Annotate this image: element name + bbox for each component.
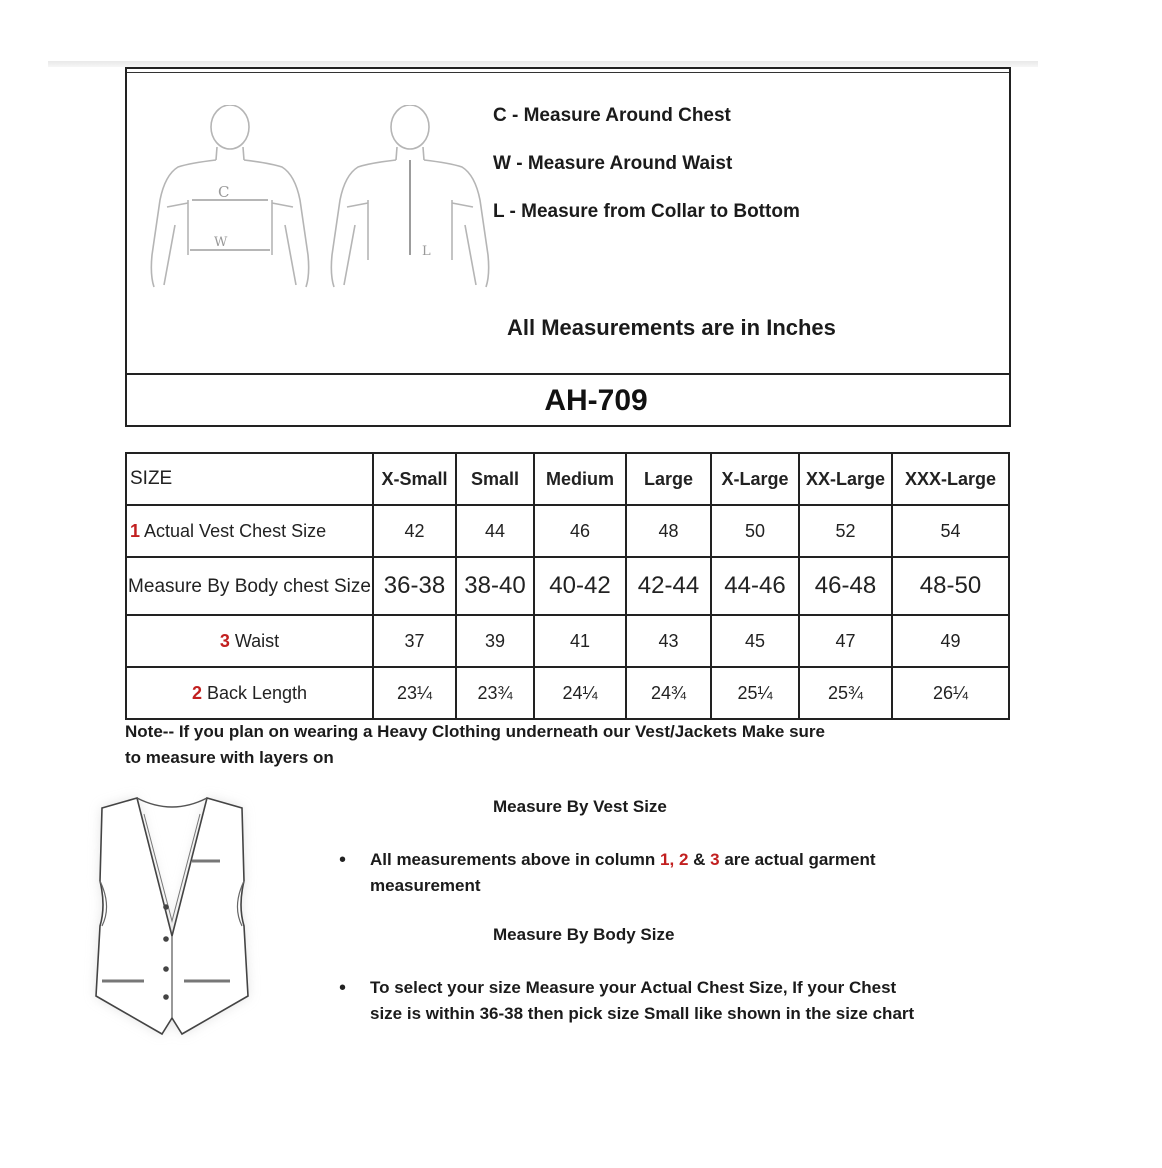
- note-line-2: to measure with layers on: [125, 748, 334, 767]
- header-xxx-large: XXX-Large: [892, 453, 1009, 505]
- front-label-c: C: [218, 183, 230, 201]
- table-cell: 42-44: [626, 557, 711, 615]
- box-inner-line: [127, 72, 1009, 73]
- header-small: Small: [456, 453, 534, 505]
- column-number: 2: [191, 682, 202, 703]
- table-cell: 45: [711, 615, 799, 667]
- column-number-2: 2: [678, 850, 689, 869]
- legend-length: L - Measure from Collar to Bottom: [493, 201, 800, 222]
- table-cell: 23¼: [373, 667, 456, 719]
- row-label-back-length: [126, 667, 373, 719]
- table-row: [126, 557, 1009, 615]
- column-number-1: 1: [660, 850, 670, 869]
- table-row: [126, 615, 1009, 667]
- table-cell: 23¾: [456, 667, 534, 719]
- table-cell: 38-40: [456, 557, 534, 615]
- row-label-vest-chest: [126, 505, 373, 557]
- table-cell: 24¾: [626, 667, 711, 719]
- table-cell: 44: [456, 505, 534, 557]
- table-cell: 42: [373, 505, 456, 557]
- vest-size-heading: Measure By Vest Size: [493, 797, 667, 816]
- header-size: SIZE: [126, 453, 373, 505]
- front-body-figure: [150, 105, 310, 290]
- row-label-text: Waist: [234, 630, 280, 651]
- front-label-w: W: [214, 235, 228, 250]
- header-x-large: X-Large: [711, 453, 799, 505]
- body-size-heading: Measure By Body Size: [493, 925, 675, 944]
- legend-chest: C - Measure Around Chest: [493, 105, 731, 126]
- separator: &: [688, 850, 711, 869]
- header-x-small: X-Small: [373, 453, 456, 505]
- table-cell: 49: [892, 615, 1009, 667]
- row-label-text: Actual Vest Chest Size: [144, 520, 327, 541]
- table-cell: 40-42: [534, 557, 626, 615]
- layering-note: [125, 719, 925, 771]
- units-note: All Measurements are in Inches: [507, 315, 836, 340]
- table-cell: 37: [373, 615, 456, 667]
- model-number: [0, 384, 1162, 418]
- table-cell: 54: [892, 505, 1009, 557]
- vest-size-bullet: [370, 847, 930, 899]
- table-cell: 26¼: [892, 667, 1009, 719]
- bullet-text-a: All measurements above in column: [370, 850, 661, 869]
- column-number-3: 3: [710, 850, 720, 869]
- header-medium: Medium: [534, 453, 626, 505]
- bullet-text-b: are actual garment measurement: [370, 850, 876, 895]
- table-cell: 24¼: [534, 667, 626, 719]
- model-number-text: AH-709: [544, 384, 648, 417]
- row-label-waist: [126, 615, 373, 667]
- header-xx-large: XX-Large: [799, 453, 892, 505]
- row-label-text: Back Length: [206, 682, 308, 703]
- back-body-figure: [330, 105, 490, 290]
- note-line-1: Note-- If you plan on wearing a Heavy Clothing underneath our Vest/Jackets Make sure: [125, 722, 825, 741]
- separator: ,: [669, 850, 679, 869]
- box-divider: [127, 373, 1009, 375]
- table-cell: 48-50: [892, 557, 1009, 615]
- back-label-l: L: [422, 244, 431, 259]
- body-size-bullet: To select your size Measure your Actual Chest Size, If your Chest size is within 36-38 then pick size Small like shown in the size chart: [370, 978, 915, 1023]
- column-number: 3: [219, 630, 230, 651]
- table-cell: 44-46: [711, 557, 799, 615]
- table-cell: 25¼: [711, 667, 799, 719]
- vest-illustration: [72, 786, 272, 1054]
- table-cell: 46-48: [799, 557, 892, 615]
- bullet-icon: •: [339, 849, 347, 871]
- size-chart-table: [125, 452, 1010, 720]
- row-label-body-chest: Measure By Body chest Size: [126, 557, 373, 615]
- table-cell: 43: [626, 615, 711, 667]
- table-row: [126, 505, 1009, 557]
- column-number: 1: [130, 520, 141, 541]
- header-large: Large: [626, 453, 711, 505]
- bullet-icon: •: [339, 977, 347, 999]
- table-cell: 36-38: [373, 557, 456, 615]
- table-row: [126, 667, 1009, 719]
- table-header-row: [126, 453, 1009, 505]
- table-cell: 39: [456, 615, 534, 667]
- legend-waist: W - Measure Around Waist: [493, 153, 733, 174]
- table-cell: 50: [711, 505, 799, 557]
- table-cell: 48: [626, 505, 711, 557]
- table-cell: 25¾: [799, 667, 892, 719]
- table-cell: 46: [534, 505, 626, 557]
- table-cell: 47: [799, 615, 892, 667]
- table-cell: 41: [534, 615, 626, 667]
- table-cell: 52: [799, 505, 892, 557]
